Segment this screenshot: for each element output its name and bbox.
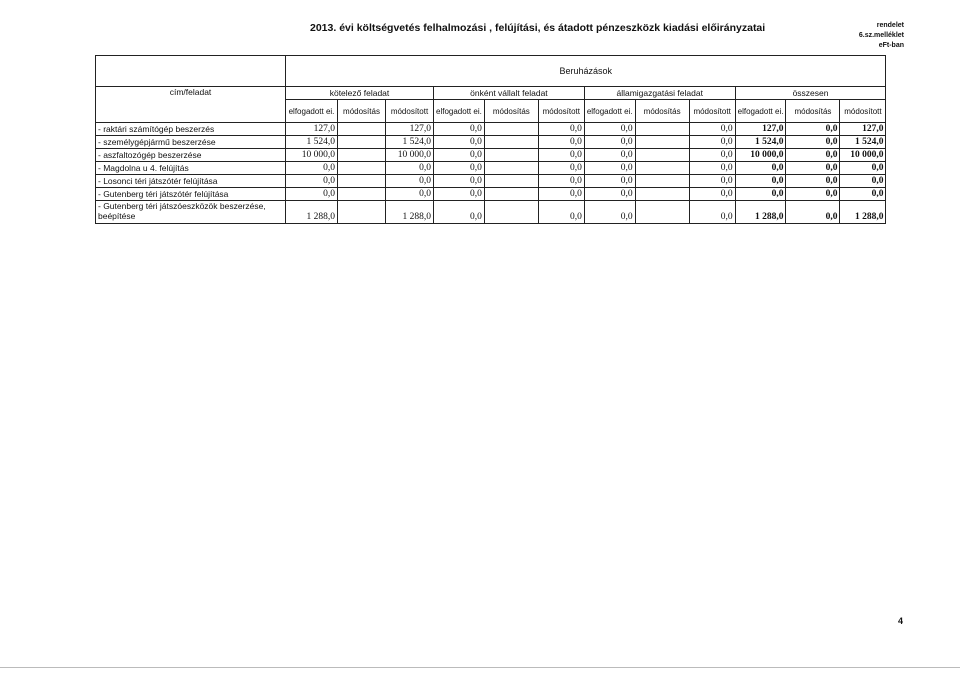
value-cell: 0,0 xyxy=(689,162,735,175)
value-cell: 0,0 xyxy=(538,201,584,224)
value-cell: 0,0 xyxy=(689,201,735,224)
value-cell: 1 524,0 xyxy=(386,136,434,149)
row-label: - Gutenberg téri játszóeszközök beszerzése, beépítése xyxy=(96,201,286,224)
subheader-accepted-3: elfogadott ei. xyxy=(584,100,635,123)
table-row xyxy=(96,149,886,162)
value-cell: 0,0 xyxy=(689,123,735,136)
value-cell: 0,0 xyxy=(584,123,635,136)
value-cell: 0,0 xyxy=(538,175,584,188)
value-cell: 0,0 xyxy=(786,162,840,175)
value-cell: 0,0 xyxy=(840,188,886,201)
value-cell: 0,0 xyxy=(538,162,584,175)
value-cell: 0,0 xyxy=(386,162,434,175)
value-cell: 0,0 xyxy=(434,149,485,162)
value-cell xyxy=(635,201,689,224)
document-title: 2013. évi költségvetés felhalmozási , felújítási, és átadott pénzeszközk kiadási előirányzatai xyxy=(310,22,766,34)
value-cell xyxy=(484,162,538,175)
value-cell: 0,0 xyxy=(735,175,786,188)
main-header-row xyxy=(96,56,886,87)
table-row xyxy=(96,136,886,149)
subheader-modified-2: módosított xyxy=(538,100,584,123)
value-cell xyxy=(338,123,386,136)
value-cell: 0,0 xyxy=(538,188,584,201)
value-cell: 0,0 xyxy=(538,136,584,149)
value-cell xyxy=(484,188,538,201)
value-cell: 0,0 xyxy=(786,123,840,136)
value-cell: 0,0 xyxy=(434,162,485,175)
value-cell: 0,0 xyxy=(584,149,635,162)
value-cell: 0,0 xyxy=(786,201,840,224)
value-cell: 0,0 xyxy=(286,188,338,201)
value-cell: 0,0 xyxy=(434,188,485,201)
subheader-modified-4: módosított xyxy=(840,100,886,123)
value-cell xyxy=(635,136,689,149)
value-cell: 0,0 xyxy=(584,188,635,201)
value-cell: 1 524,0 xyxy=(286,136,338,149)
scan-edge-line xyxy=(0,667,960,668)
row-header-spacer xyxy=(96,56,286,87)
value-cell: 0,0 xyxy=(434,201,485,224)
subheader-accepted-4: elfogadott ei. xyxy=(735,100,786,123)
table-row xyxy=(96,201,886,224)
subheader-modification-1: módosítás xyxy=(338,100,386,123)
value-cell xyxy=(338,162,386,175)
value-cell: 0,0 xyxy=(584,136,635,149)
value-cell: 0,0 xyxy=(786,188,840,201)
value-cell xyxy=(338,149,386,162)
table-row xyxy=(96,123,886,136)
table-row xyxy=(96,162,886,175)
value-cell: 0,0 xyxy=(689,149,735,162)
group-header-mandatory: kötelező feladat xyxy=(286,87,434,100)
value-cell: 0,0 xyxy=(786,149,840,162)
value-cell: 0,0 xyxy=(538,123,584,136)
value-cell: 0,0 xyxy=(386,175,434,188)
value-cell xyxy=(635,123,689,136)
subheader-modified-3: módosított xyxy=(689,100,735,123)
value-cell: 10 000,0 xyxy=(286,149,338,162)
row-label: - személygépjármű beszerzése xyxy=(96,136,286,149)
value-cell xyxy=(635,188,689,201)
group-header-voluntary: önként vállalt feladat xyxy=(434,87,585,100)
value-cell: 1 288,0 xyxy=(386,201,434,224)
group-header-state-admin: államigazgatási feladat xyxy=(584,87,735,100)
group-header-row xyxy=(96,87,886,100)
value-cell: 10 000,0 xyxy=(840,149,886,162)
subheader-modification-4: módosítás xyxy=(786,100,840,123)
value-cell: 0,0 xyxy=(689,188,735,201)
value-cell: 0,0 xyxy=(689,175,735,188)
value-cell: 10 000,0 xyxy=(386,149,434,162)
value-cell xyxy=(338,188,386,201)
row-header-cell: cím/feladat xyxy=(96,87,286,123)
investment-table xyxy=(95,55,886,224)
value-cell: 0,0 xyxy=(434,136,485,149)
row-label: - Magdolna u 4. felújítás xyxy=(96,162,286,175)
value-cell xyxy=(484,201,538,224)
subheader-modification-3: módosítás xyxy=(635,100,689,123)
subheader-accepted-2: elfogadott ei. xyxy=(434,100,485,123)
value-cell: 1 524,0 xyxy=(735,136,786,149)
row-label: - Gutenberg téri játszótér felújítása xyxy=(96,188,286,201)
value-cell: 0,0 xyxy=(286,175,338,188)
value-cell xyxy=(635,175,689,188)
value-cell xyxy=(484,123,538,136)
row-label: - Losonci téri játszótér felújítása xyxy=(96,175,286,188)
value-cell: 0,0 xyxy=(689,136,735,149)
value-cell: 0,0 xyxy=(434,175,485,188)
value-cell: 0,0 xyxy=(584,175,635,188)
value-cell: 1 524,0 xyxy=(840,136,886,149)
value-cell: 10 000,0 xyxy=(735,149,786,162)
value-cell: 127,0 xyxy=(286,123,338,136)
subheader-accepted-1: elfogadott ei. xyxy=(286,100,338,123)
value-cell: 0,0 xyxy=(538,149,584,162)
value-cell: 1 288,0 xyxy=(840,201,886,224)
decree-note: rendelet xyxy=(876,22,904,29)
value-cell: 0,0 xyxy=(584,201,635,224)
value-cell xyxy=(338,201,386,224)
annex-note: 6.sz.melléklet xyxy=(858,32,904,39)
value-cell xyxy=(635,149,689,162)
value-cell: 0,0 xyxy=(434,123,485,136)
value-cell: 127,0 xyxy=(386,123,434,136)
subheader-modified-1: módosított xyxy=(386,100,434,123)
row-label: - raktári számítógép beszerzés xyxy=(96,123,286,136)
value-cell: 0,0 xyxy=(840,175,886,188)
table-row xyxy=(96,188,886,201)
value-cell: 0,0 xyxy=(786,175,840,188)
table-body xyxy=(96,56,886,224)
value-cell: 1 288,0 xyxy=(735,201,786,224)
value-cell: 127,0 xyxy=(840,123,886,136)
table-row xyxy=(96,175,886,188)
subheader-modification-2: módosítás xyxy=(484,100,538,123)
value-cell: 0,0 xyxy=(786,136,840,149)
value-cell xyxy=(484,175,538,188)
value-cell xyxy=(484,149,538,162)
value-cell xyxy=(484,136,538,149)
value-cell: 0,0 xyxy=(735,188,786,201)
value-cell: 1 288,0 xyxy=(286,201,338,224)
value-cell xyxy=(338,175,386,188)
value-cell: 0,0 xyxy=(840,162,886,175)
value-cell: 0,0 xyxy=(386,188,434,201)
unit-note: eFt-ban xyxy=(878,42,904,49)
value-cell xyxy=(635,162,689,175)
page-number: 4 xyxy=(898,616,904,626)
value-cell: 0,0 xyxy=(735,162,786,175)
value-cell xyxy=(338,136,386,149)
value-cell: 0,0 xyxy=(286,162,338,175)
group-header-total: összesen xyxy=(735,87,886,100)
value-cell: 0,0 xyxy=(584,162,635,175)
value-cell: 127,0 xyxy=(735,123,786,136)
main-header-cell: Beruházások xyxy=(286,56,886,87)
row-label: - aszfaltozógép beszerzése xyxy=(96,149,286,162)
